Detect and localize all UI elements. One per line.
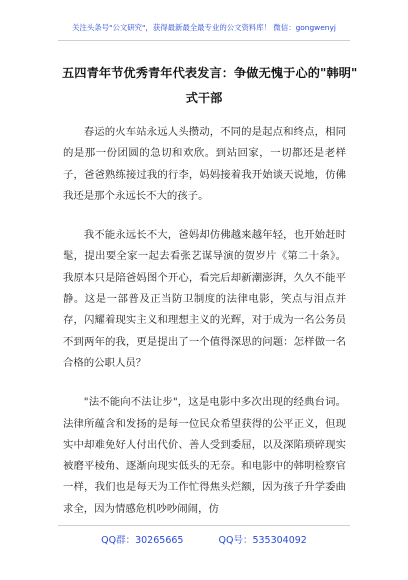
footer-divider bbox=[58, 525, 350, 526]
paragraph-3: "法不能向不法让步"，这是电影中多次出现的经典台词。法律所蕴含和发扬的是每一位民众希望获得的公平正义，但现实中却难免好人付出代价、善人受到委屈，以及深陷琐碎现实被磨平棱角、逐渐向现实低头的无奈。和电影中的韩明检察官一样，我们也是每天为工作忙得焦头烂额，因为孩子升学委曲求全，因为情感危机吵吵闹闹，仿 bbox=[63, 396, 346, 515]
footer-qq-group: QQ群：30265665 bbox=[101, 535, 184, 546]
title-line-2: 式干部 bbox=[185, 91, 223, 105]
paragraph-1: 春运的火车站永远人头攒动，不同的是起点和终点，相同的是那一份团圆的急切和欢欣。到站回家，一切都还是老样子，爸爸熟练接过我的行李，妈妈接着我开始谈天说地，仿佛我还是那个永远长不大的孩子。 bbox=[63, 126, 346, 202]
document-body bbox=[63, 122, 346, 538]
footer bbox=[0, 532, 408, 546]
paragraph-2: 我不能永远长不大，爸妈却仿佛越来越年轻，也开始赶时髦，提出要全家一起去看张艺谋导演的贺岁片《第二十条》。我原本只是陪爸妈图个开心，看完后却新潮澎湃，久久不能平静。这是一部普及正当防卫制度的法律电影，笑点与泪点并存，闪耀着现实主义和理想主义的光辉，对于成为一名公务员不到两年的我，更是提出了一个值得深思的问题：怎样做一名合格的公职人员？ bbox=[63, 229, 346, 369]
document-title bbox=[62, 61, 358, 111]
header-divider bbox=[58, 40, 350, 41]
title-line-1: 五四青年节优秀青年代表发言：争做无愧于心的"韩明" bbox=[62, 66, 358, 80]
footer-qq-number: QQ号：535304092 bbox=[218, 535, 307, 546]
header-notice: 关注头条号"公文研究"，获得最新最全最专业的公文资料库！ 微信：gongwenyj bbox=[72, 23, 336, 32]
